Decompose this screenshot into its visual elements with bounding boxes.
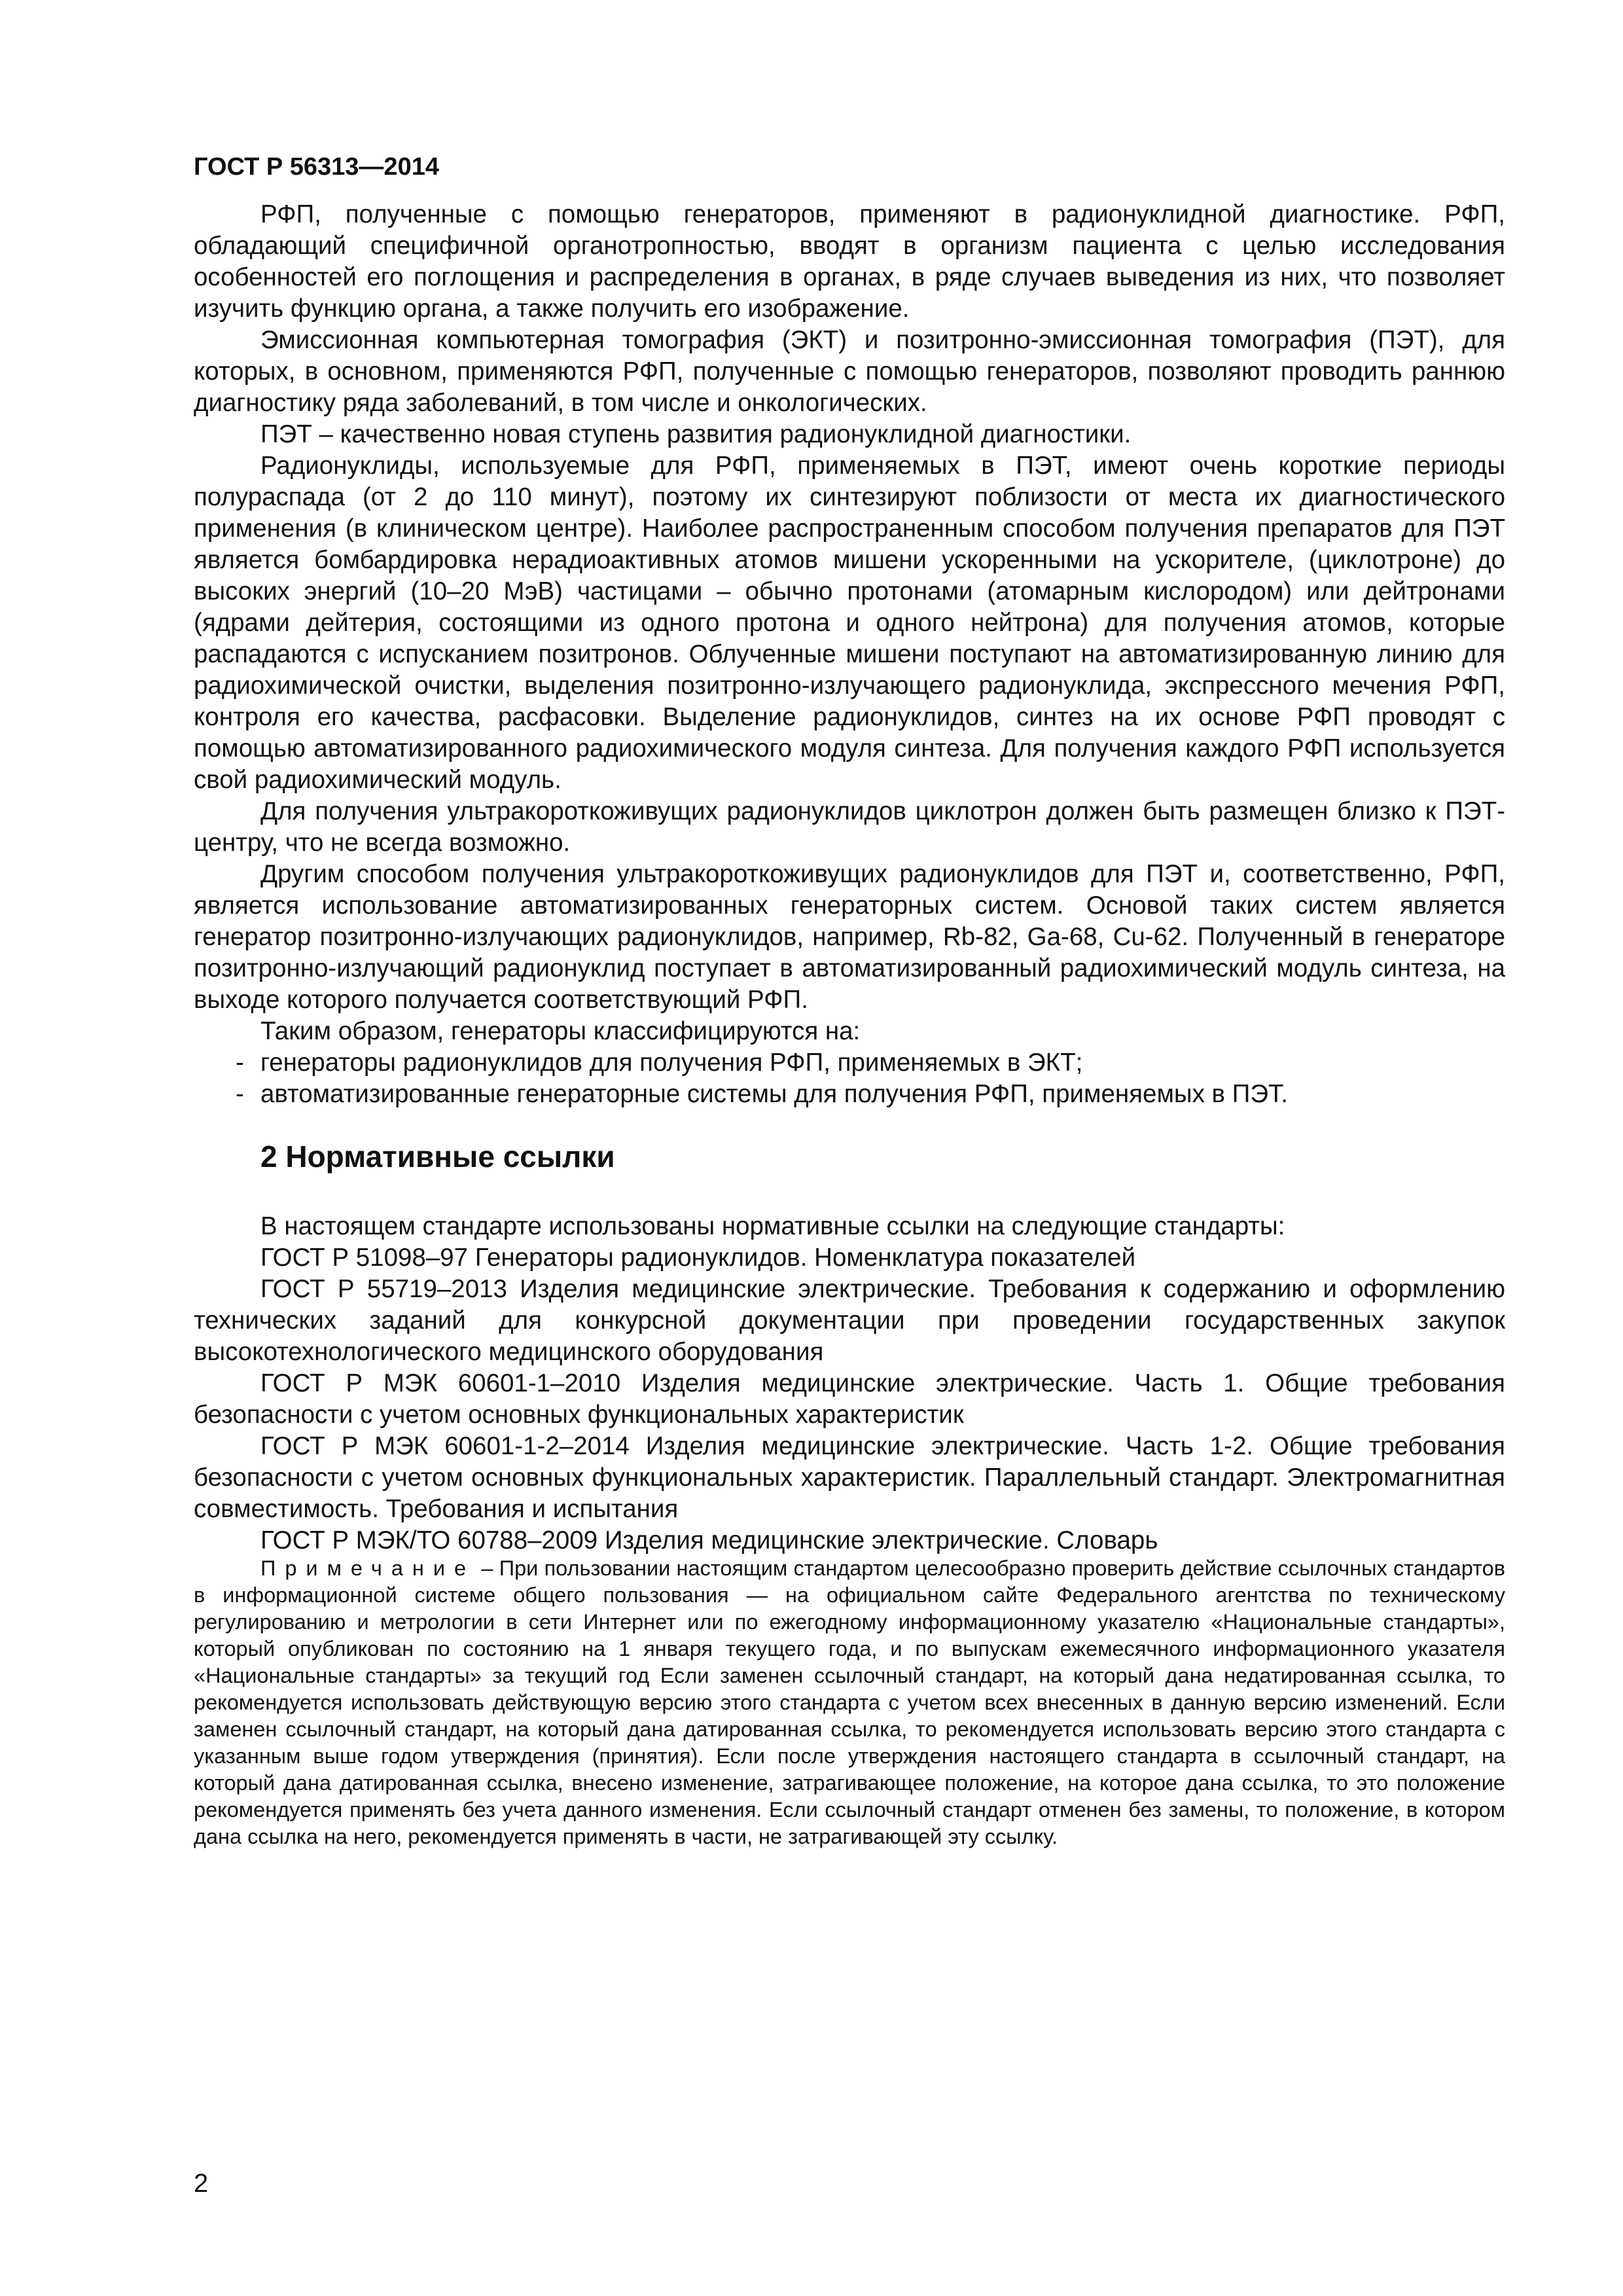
- intro-paragraph: Для получения ультракороткоживущих радионуклидов циклотрон должен быть размещен близко к ПЭТ-центру, что не всегда возможно.: [194, 797, 1505, 857]
- note-label: Примечание: [260, 1556, 476, 1580]
- page-number: 2: [194, 2169, 209, 2198]
- list-item: [194, 1047, 1505, 1079]
- list-item-text: генераторы радионуклидов для получения РФП, применяемых в ЭКТ;: [260, 1049, 1083, 1077]
- intro-paragraph: РФП, полученные с помощью генераторов, применяют в радионуклидной диагностике. РФП, обладающий специфичной органотропностью, вводят в организм пациента с целью исследования особенностей его поглощения и распределения в органах, в ряде случаев выведения из них, что позволяет изучить функцию органа, а также получить его изображение.: [194, 200, 1505, 323]
- note-separator: –: [475, 1556, 499, 1580]
- intro-paragraph: Эмиссионная компьютерная томография (ЭКТ) и позитронно-эмиссионная томография (ПЭТ), для которых, в основном, применяются РФП, полученные с помощью генераторов, позволяют проводить раннюю диагностику ряда заболеваний, в том числе и онкологических.: [194, 326, 1505, 417]
- intro-paragraph: Радионуклиды, используемые для РФП, применяемых в ПЭТ, имеют очень короткие периоды полураспада (от 2 до 110 минут), поэтому их синтезируют поблизости от места их диагностического применения (в клиническом центре). Наиболее распространенным способом получения препаратов для ПЭТ является бомбардировка нерадиоактивных атомов мишени ускоренными на ускорителе, (циклотроне) до высоких энергий (10–20 МэВ) частицами – обычно протонами (атомарным кислородом) или дейтронами (ядрами дейтерия, состоящими из одного протона и одного нейтрона) для получения атомов, которые распадаются с испусканием позитронов. Облученные мишени поступают на автоматизированную линию для радиохимической очистки, выделения позитронно-излучающего радионуклида, экспрессного мечения РФП, контроля его качества, расфасовки. Выделение радионуклидов, синтез на их основе РФП проводят с помощью автоматизированного радиохимического модуля синтеза. Для получения каждого РФП используется свой радиохимический модуль.: [194, 452, 1505, 794]
- reference-paragraph: ГОСТ Р 55719–2013 Изделия медицинские электрические. Требования к содержанию и оформлению технических заданий для конкурсной документации при проведении государственных закупок высокотехнологического медицинского оборудования: [194, 1275, 1505, 1366]
- main-content: [194, 199, 1506, 1848]
- document-header: ГОСТ Р 56313—2014: [194, 153, 439, 181]
- intro-paragraph: ПЭТ – качественно новая ступень развития радионуклидной диагностики.: [260, 420, 1132, 448]
- note-text: При пользовании настоящим стандартом целесообразно проверить действие ссылочных стандартов в информационной системе общего пользования — на официальном сайте Федерального агентства по техническому регулированию и метрологии в сети Интернет или по ежегодному информационному указателю «Национальные стандарты», который опубликован по состоянию на 1 января текущего года, и по выпускам ежемесячного информационного указателя «Национальные стандарты» за текущий год Если заменен ссылочный стандарт, на который дана недатированная ссылка, то рекомендуется использовать действующую версию этого стандарта с учетом всех внесенных в данную версию изменений. Если заменен ссылочный стандарт, на который дана датированная ссылка, то рекомендуется использовать версию этого стандарта с указанным выше годом утверждения (принятия). Если после утверждения настоящего стандарта в ссылочный стандарт, на который дана датированная ссылка, внесено изменение, затрагивающее положение, на которое дана ссылка, то это положение рекомендуется применять без учета данного изменения. Если ссылочный стандарт отменен без замены, то положение, в котором дана ссылка на него, рекомендуется применять в части, не затрагивающей эту ссылку.: [194, 1556, 1506, 1848]
- intro-paragraph: Другим способом получения ультракороткоживущих радионуклидов для ПЭТ и, соответственно, РФП, является использование автоматизированных генераторных систем. Основой таких систем является генератор позитронно-излучающих радионуклидов, например, Rb-82, Ga-68, Cu-62. Полученный в генераторе позитронно-излучающий радионуклид поступает в автоматизированный радиохимический модуль синтеза, на выходе которого получается соответствующий РФП.: [194, 860, 1505, 1014]
- reference-paragraph: ГОСТ Р 51098–97 Генераторы радионуклидов. Номенклатура показателей: [260, 1244, 1136, 1272]
- reference-paragraph: ГОСТ Р МЭК 60601-1–2010 Изделия медицинские электрические. Часть 1. Общие требования безопасности с учетом основных функциональных характеристик: [194, 1369, 1505, 1429]
- note-paragraph: [194, 1555, 1505, 1850]
- list-item: [194, 1079, 1505, 1110]
- normative-references: [194, 1211, 1505, 1556]
- list-dash: -: [236, 1049, 244, 1077]
- list-dash: -: [236, 1080, 244, 1108]
- intro-paragraph: Таким образом, генераторы классифицируются на:: [260, 1017, 861, 1045]
- reference-paragraph: ГОСТ Р МЭК/ТО 60788–2009 Изделия медицинские электрические. Словарь: [260, 1526, 1158, 1554]
- reference-paragraph: В настоящем стандарте использованы нормативные ссылки на следующие стандарты:: [260, 1212, 1285, 1240]
- list-item-text: автоматизированные генераторные системы для получения РФП, применяемых в ПЭТ.: [260, 1080, 1288, 1108]
- section-heading: 2 Нормативные ссылки: [260, 1139, 615, 1174]
- reference-paragraph: ГОСТ Р МЭК 60601-1-2–2014 Изделия медицинские электрические. Часть 1-2. Общие требования безопасности с учетом основных функциональных характеристик. Параллельный стандарт. Электромагнитная совместимость. Требования и испытания: [194, 1432, 1505, 1523]
